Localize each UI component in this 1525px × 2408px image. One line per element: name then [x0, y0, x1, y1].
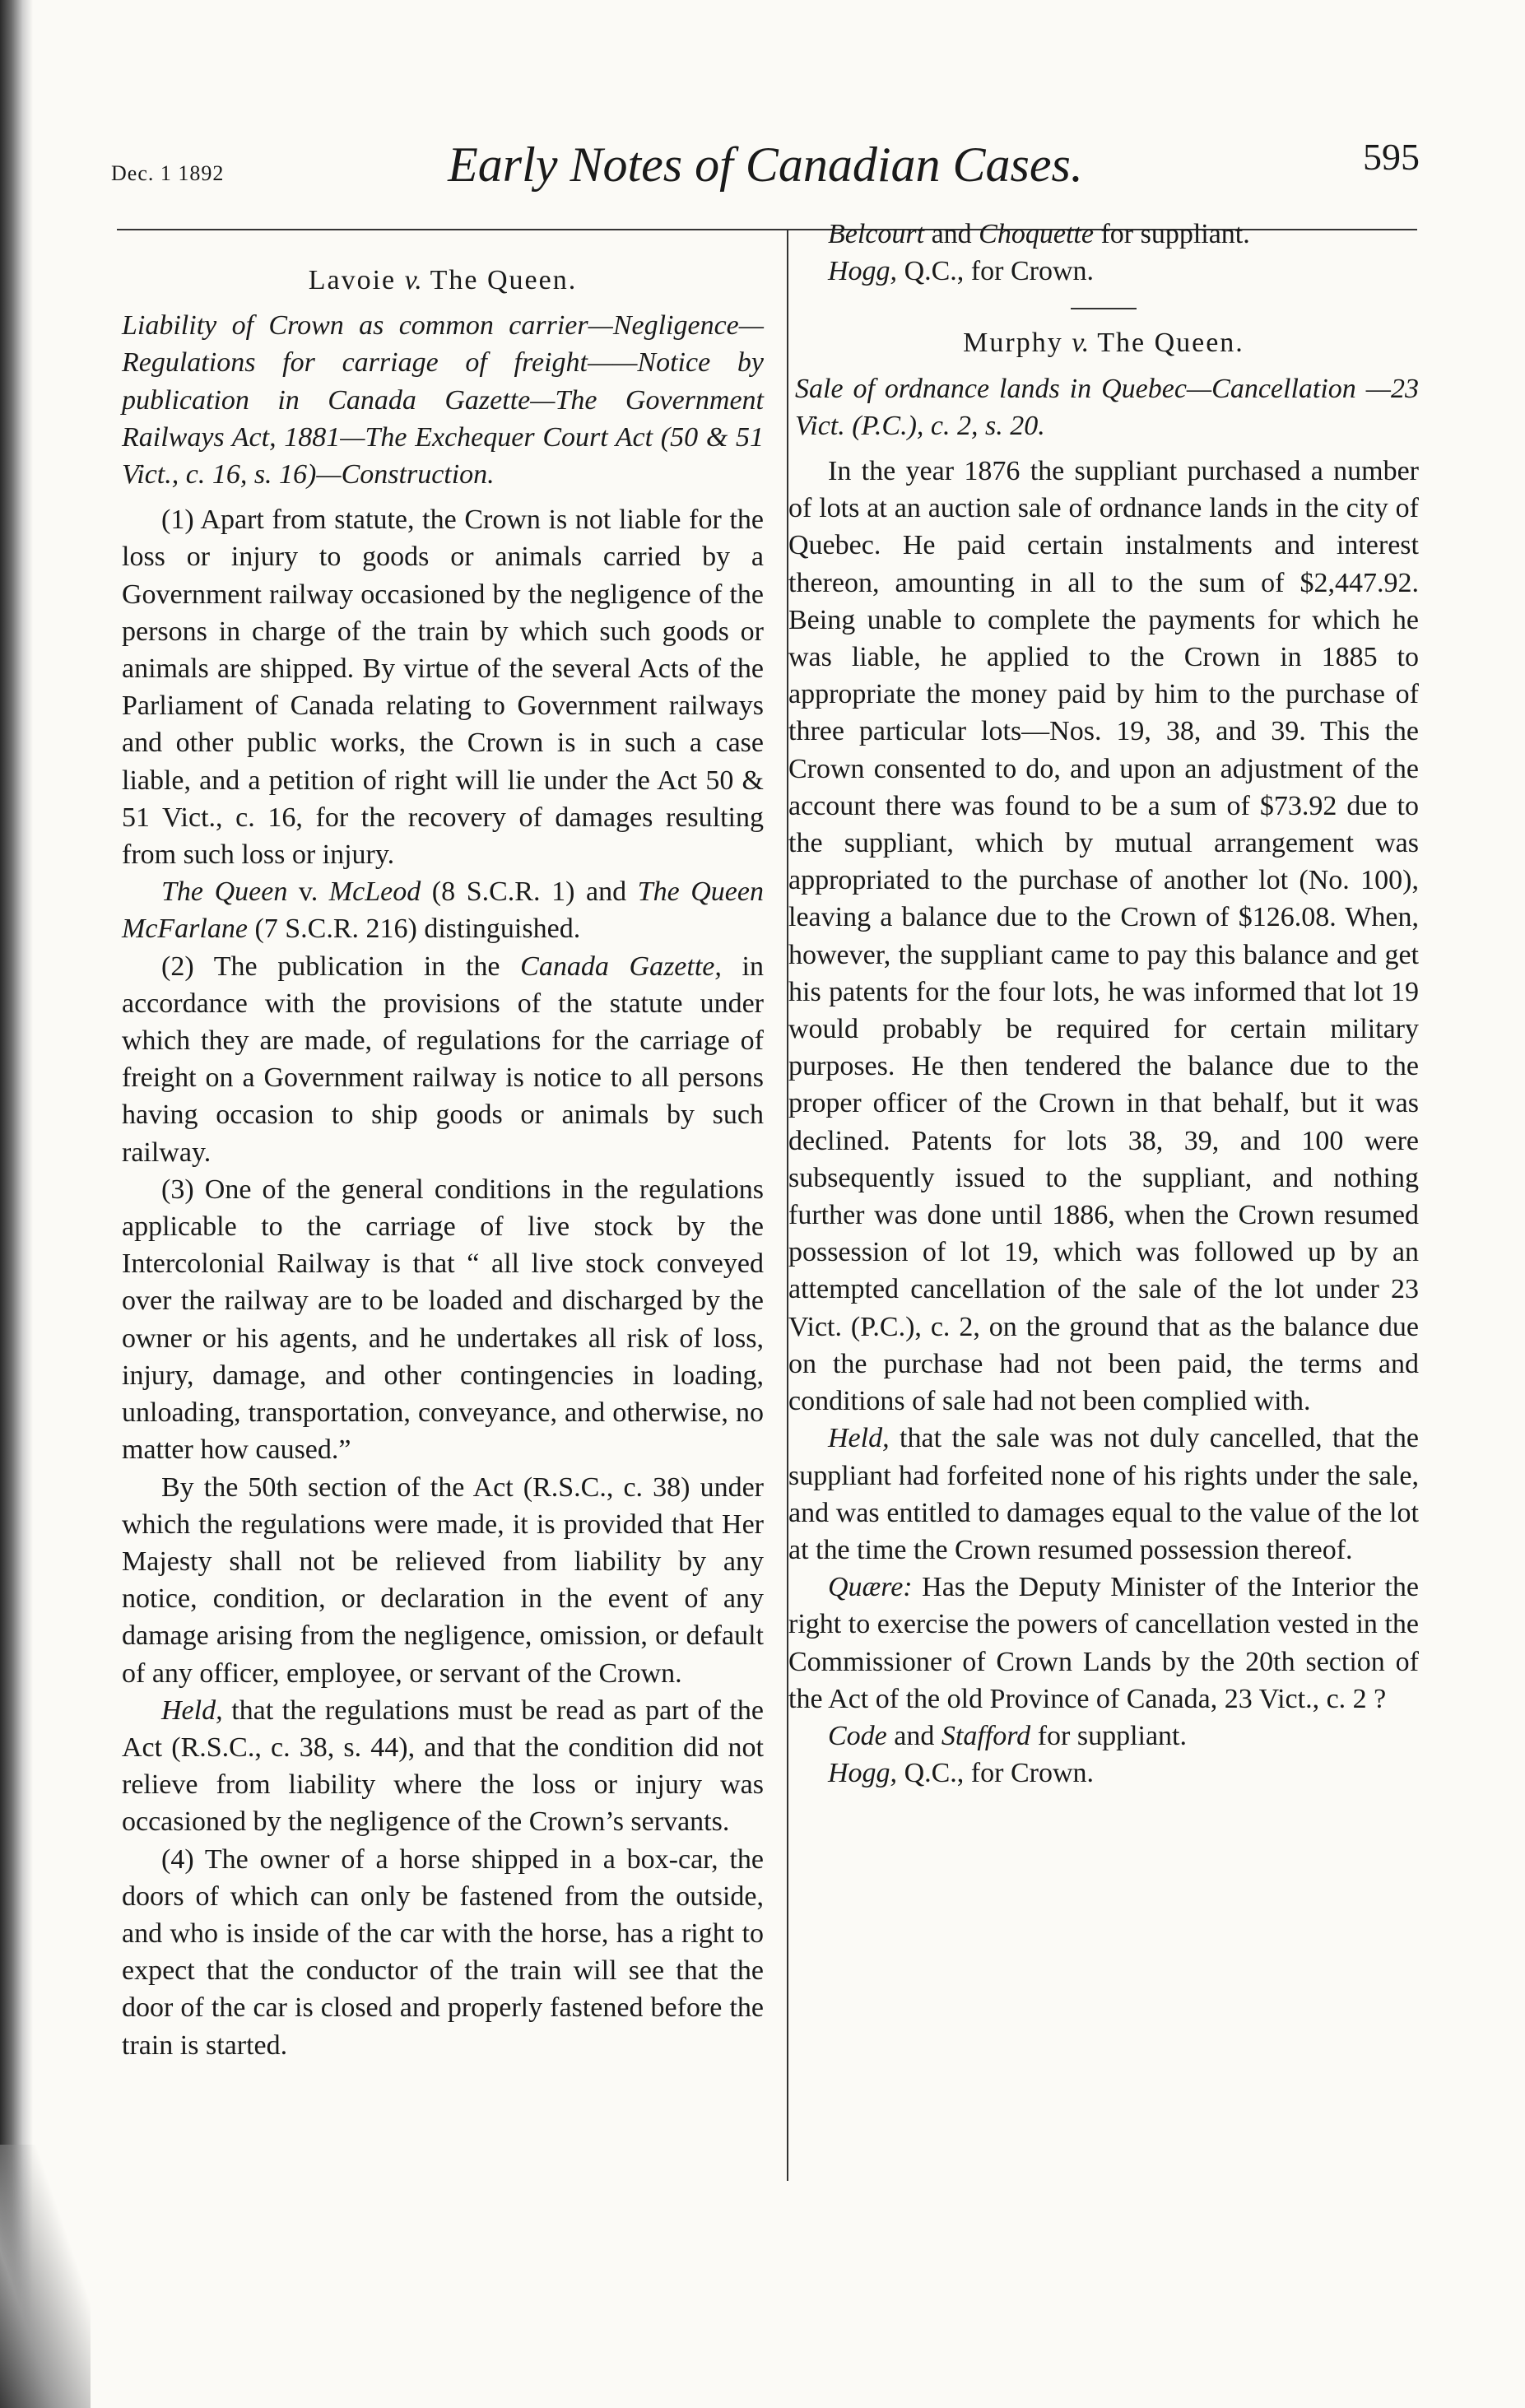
- page-number: 595: [1363, 136, 1420, 178]
- running-title: Early Notes of Canadian Cases.: [448, 137, 1083, 192]
- case-party-1: Lavoie: [308, 265, 397, 295]
- quaere-paragraph: Quære: Has the Deputy Minister of the Interior the right to exercise the powers of cancellation vested in the Commissioner of Crown Lands by the 20th section of the Act of the old Province of Canada, 23 Vict., c. 2 ?: [788, 1572, 1419, 1714]
- page-header: [111, 123, 1420, 206]
- scan-corner-shadow: [0, 2145, 91, 2408]
- paragraph: In the year 1876 the suppliant purchased a number of lots at an auction sale of ordnance lands in the city of Quebec. He paid certain instalments and interest thereon, amounting in all to the sum of $2,447.92. Being unable to complete the payments for which he was liable, he applied to the Crown in 1885 to appropriate the money paid by him to the purchase of three particular lots—Nos. 19, 38, and 39. This the Crown consented to do, and upon an adjustment of the account there was found to be a sum of $73.92 due to the suppliant, which by mutual arrangement was appropriated to the purchase of another lot (No. 100), leaving a balance due to the Crown of $126.08. When, however, the suppliant came to pay this balance and get his patents for the four lots, he was informed that lot 19 would probably be required for certain military purposes. He then tendered the balance due to the proper officer of the Crown in that behalf, but it was declined. Patents for lots 38, 39, and 100 were subsequently issued to the suppliant, and nothing further was done until 1886, when the Crown resumed possession of lot 19, which was followed up by an attempted cancellation of the sale of the lot under 23 Vict. (P.C.), c. 2, on the ground that as the balance due on the purchase had not been paid, the terms and conditions of sale had not been complied with.: [788, 456, 1419, 1417]
- right-column: [788, 216, 1419, 1792]
- paragraph: (2) The publication in the Canada Gazette, in accordance with the provisions of the statute under which they are made, of regulations for the carriage of freight on a Government railway is notice to all persons having occasion to ship goods or animals by such railway.: [122, 951, 764, 1168]
- section-separator: [1071, 308, 1137, 309]
- case-party-1: Murphy: [963, 328, 1063, 359]
- paragraph: (1) Apart from statute, the Crown is not liable for the loss or injury to goods or animals carried by a Government railway occasioned by the negligence of the persons in charge of the train by which such goods or animals are shipped. By virtue of the several Acts of the Parliament of Canada relating to Government railways and other public works, the Crown is in such a case liable, and a petition of right will lie under the Act 50 & 51 Vict., c. 16, for the recovery of damages resulting from such loss or injury.: [122, 504, 764, 871]
- case-versus: v.: [1072, 328, 1090, 359]
- case-party-2: The Queen.: [430, 265, 578, 295]
- headnote: Sale of ordnance lands in Quebec—Cancellation —23 Vict. (P.C.), c. 2, s. 20.: [795, 373, 1419, 441]
- left-column: [122, 221, 764, 2064]
- paragraph: (3) One of the general conditions in the regulations applicable to the carriage of live stock by the Intercolonial Railway is that “ all live stock conveyed over the railway are to be loaded and discharged by the owner or his agents, and he undertakes all risk of loss, injury, damage, and other contingencies in loading, unloading, transportation, conveyance, and otherwise, no matter how caused.”: [122, 1174, 764, 1466]
- paragraph: By the 50th section of the Act (R.S.C., c. 38) under which the regulations were made, it is provided that Her Majesty shall not be relieved from liability by any notice, condition, or declaration in the event of any damage arising from the negligence, omission, or default of any officer, employee, or servant of the Crown.: [122, 1471, 764, 1689]
- case-title-murphy: [788, 324, 1419, 361]
- counsel-line: Hogg, Q.C., for Crown.: [828, 1758, 1094, 1789]
- cited-cases: The Queen v. McLeod (8 S.C.R. 1) and The Queen McFarlane (7 S.C.R. 216) distinguished.: [122, 876, 764, 945]
- paragraph: (4) The owner of a horse shipped in a box-car, the doors of which can only be fastened from the outside, and who is inside of the car with the horse, has a right to expect that the conductor of the train will see that the door of the car is closed and properly fastened before the train is started.: [122, 1843, 764, 2061]
- holding-paragraph: Held, that the regulations must be read as part of the Act (R.S.C., c. 38, s. 44), and that the condition did not relieve from liability where the loss or injury was occasioned by the negligence of the Crown’s servants.: [122, 1694, 764, 1838]
- counsel-line: Hogg, Q.C., for Crown.: [828, 256, 1094, 287]
- header-date: Dec. 1 1892: [111, 161, 225, 185]
- case-versus: v.: [404, 265, 422, 295]
- case-party-2: The Queen.: [1097, 328, 1244, 359]
- holding-paragraph: Held, that the sale was not duly cancelled, that the suppliant had forfeited none of his rights under the sale, and was entitled to damages equal to the value of the lot at the time the Crown resumed possession thereof.: [788, 1423, 1419, 1565]
- scan-edge-shadow: [0, 0, 33, 2408]
- case-title-lavoie: [122, 262, 764, 299]
- headnote: Liability of Crown as common carrier—Negligence—Regulations for carriage of freight——Notice by publication in Canada Gazette—The Government Railways Act, 1881—The Exchequer Court Act (50 & 51 Vict., c. 16, s. 16)—Construction.: [122, 310, 764, 490]
- counsel-line: Code and Stafford for suppliant.: [828, 1720, 1187, 1751]
- counsel-line: Belcourt and Choquette for suppliant.: [828, 219, 1250, 249]
